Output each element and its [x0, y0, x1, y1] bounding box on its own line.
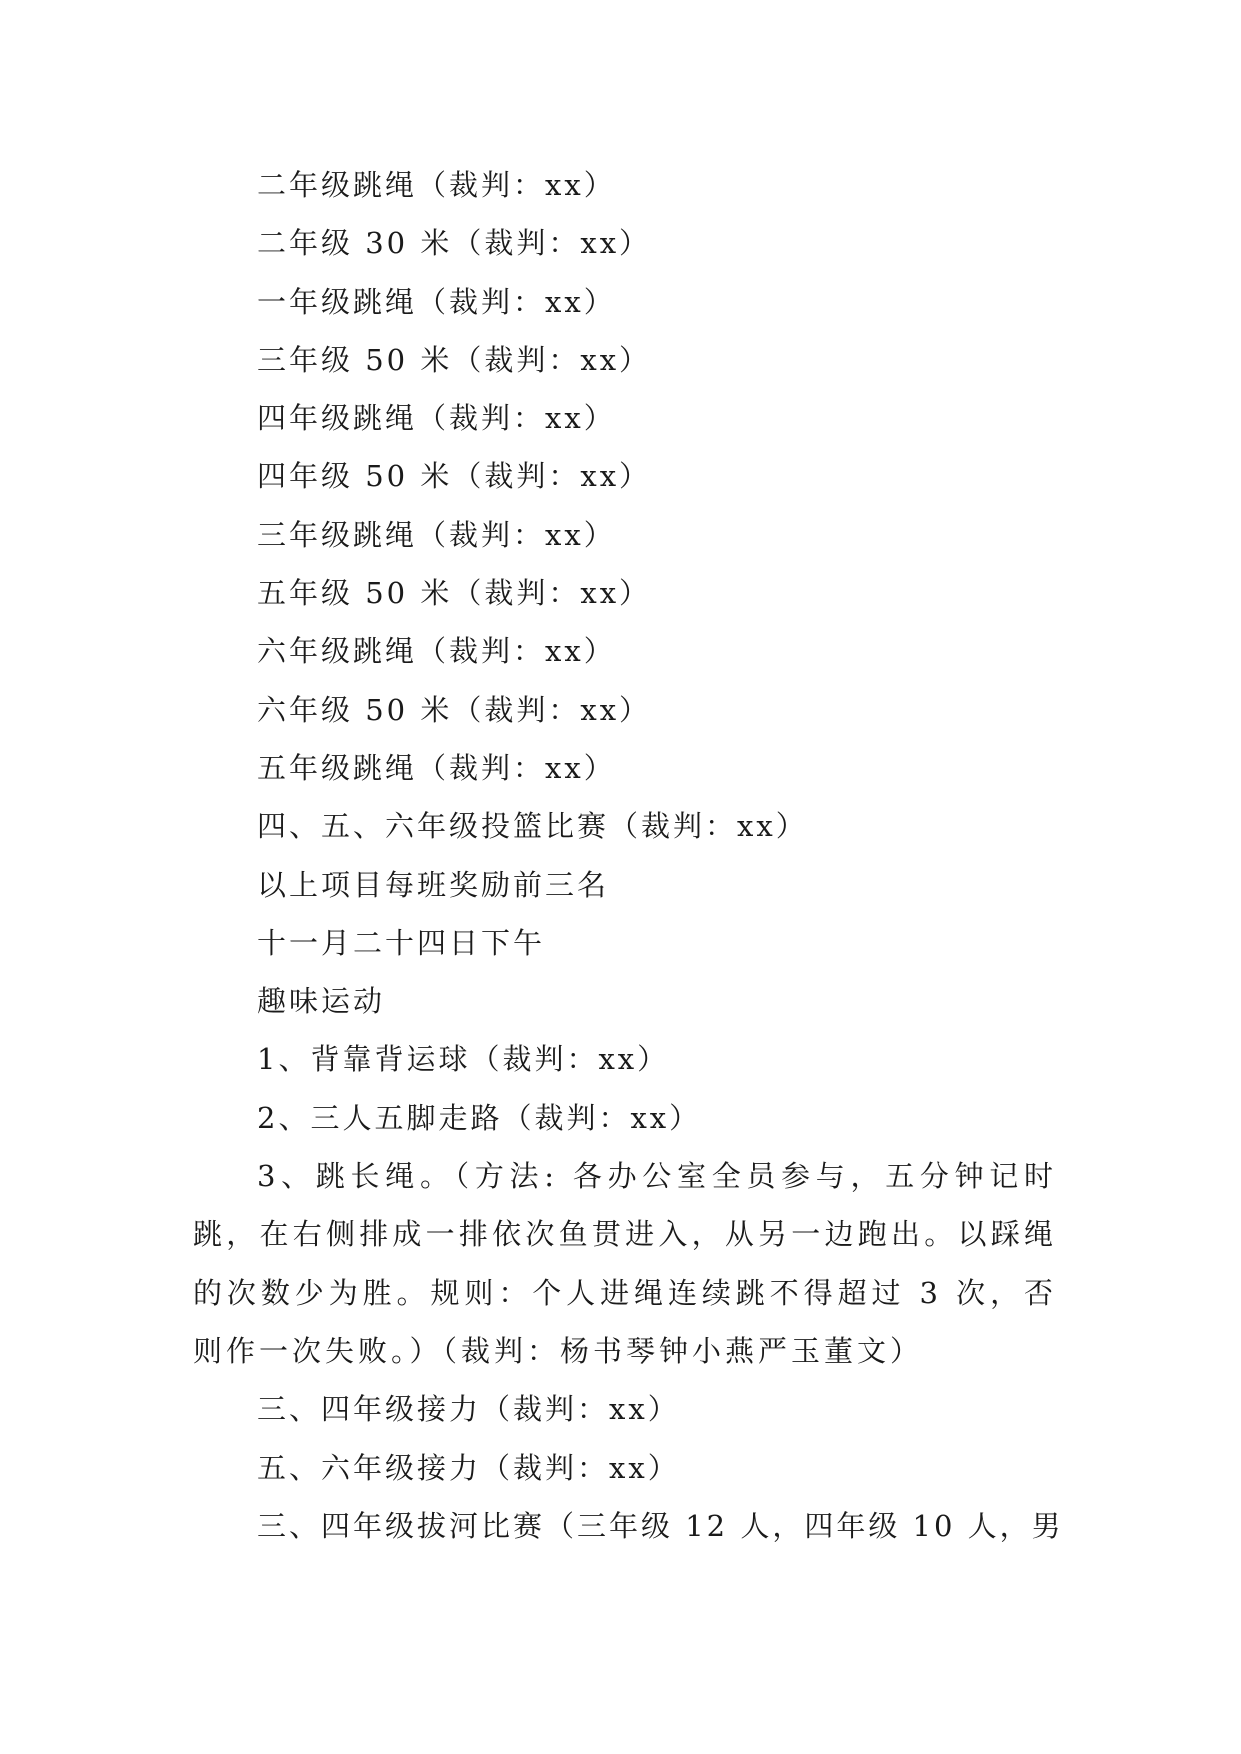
- text-line: 三、四年级拔河比赛（三年级 12 人，四年级 10 人，男: [257, 1508, 1064, 1543]
- rules-paragraph: 3、跳长绳。（方法: 各办公室全员参与，五分钟记时跳，在右侧排成一排依次鱼贯进入，从另一边跑出。以踩绳的次数少为胜。规则：个人进绳连续跳不得超过 3 次，否则作一次失败。）（裁判：杨书琴钟小燕严玉董文）: [193, 1159, 1057, 1368]
- document-body: [193, 156, 1064, 1555]
- text-line: 四年级跳绳（裁判：xx）: [257, 401, 616, 436]
- text-line: 三、四年级接力（裁判：xx）: [257, 1392, 680, 1427]
- text-line: 2、三人五脚走路（裁判：xx）: [257, 1100, 702, 1135]
- text-line: 四、五、六年级投篮比赛（裁判：xx）: [257, 809, 808, 844]
- text-line: 六年级跳绳（裁判：xx）: [257, 634, 616, 669]
- text-line: 四年级 50 米（裁判：xx）: [257, 459, 652, 494]
- text-line: 一年级跳绳（裁判：xx）: [257, 284, 616, 319]
- text-line: 五年级跳绳（裁判：xx）: [257, 750, 616, 785]
- text-line: 五年级 50 米（裁判：xx）: [257, 576, 652, 611]
- text-line: 三年级跳绳（裁判：xx）: [257, 517, 616, 552]
- text-line: 趣味运动: [257, 984, 386, 1019]
- text-line: 以上项目每班奖励前三名: [257, 867, 610, 902]
- text-line: 1、背靠背运球（裁判：xx）: [257, 1042, 670, 1077]
- text-line: 十一月二十四日下午: [257, 925, 546, 960]
- text-line: 二年级跳绳（裁判：xx）: [257, 168, 616, 202]
- text-line: 三年级 50 米（裁判：xx）: [257, 342, 652, 377]
- text-line: 五、六年级接力（裁判：xx）: [257, 1450, 680, 1485]
- text-line: 二年级 30 米（裁判：xx）: [257, 226, 652, 261]
- text-line: 六年级 50 米（裁判：xx）: [257, 692, 652, 727]
